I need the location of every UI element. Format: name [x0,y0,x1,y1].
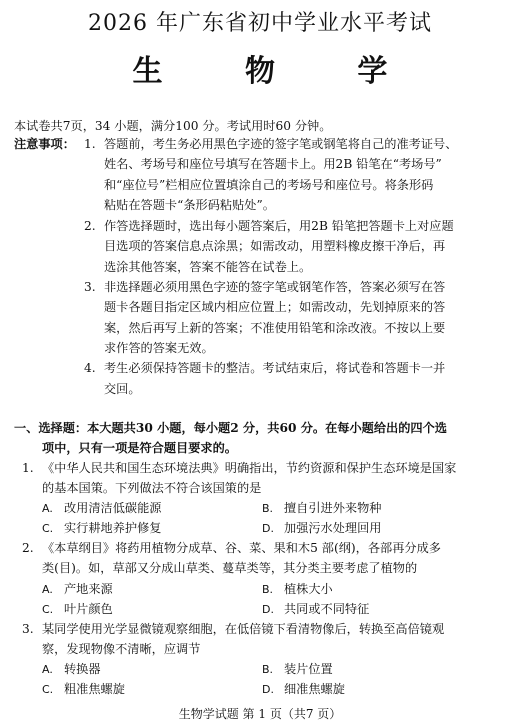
question-stem: 《中华人民共和国生态环境法典》明确指出，节约资源和保护生态环境是国家 [42,461,457,475]
option-a [42,499,162,518]
note-line: 粘贴在答题卡“条形码粘贴处”。 [104,198,275,212]
note-line: 选涂其他答案，答案不能答在试卷上。 [104,260,312,274]
page-footer: 生物学试题 第 1 页（共7 页） [178,707,342,721]
section-heading: 一、选择题：本大题共30 小题，每小题2 分，共60 分。在每小题给出的四个选 [14,421,447,435]
option-letter: C. [42,522,54,535]
note-line: 姓名、考场号和座位号填写在答题卡上。用2B 铅笔在“考场号” [104,157,442,171]
option-text: 转换器 [64,662,101,676]
note-line: 交回。 [104,382,141,396]
note-line: 案，然后再写上新的答案；不准使用铅笔和涂改液。不按以上要 [104,321,446,335]
option-a [42,660,101,679]
question-stem: 的基本国策。下列做法不符合该国策的是 [42,481,262,495]
note-line: 非选择题必须用黑色字迹的签字笔或钢笔作答，答案必须写在答 [104,280,446,294]
question-stem: 类(目)。如，草部又分成山草类、蔓草类等，其分类主要考虑了植物的 [42,561,418,575]
option-letter: B. [262,663,274,676]
question-stem: 察，发现物像不清晰，应调节 [42,642,201,656]
option-c [42,680,125,699]
note-number: 1. [84,137,96,151]
note-line: 求作答的答案无效。 [104,341,214,355]
note-line: 作答选择题时，选出每小题答案后，用2B 铅笔把答题卡上对应题 [104,219,454,233]
option-text: 粗准焦螺旋 [64,682,125,696]
option-letter: A. [42,583,53,596]
question-number: 3. [22,622,34,636]
option-text: 叶片颜色 [64,602,113,616]
option-b [262,580,333,599]
notes-label: 注意事项： [14,137,75,151]
option-text: 实行耕地养护修复 [64,521,162,535]
option-c [42,600,113,619]
option-c [42,519,162,538]
option-letter: D. [262,683,274,696]
question-stem: 某同学使用光学显微镜观察细胞，在低倍镜下看清物像后，转换至高倍镜观 [42,622,445,636]
option-d [262,600,369,619]
option-letter: A. [42,663,53,676]
note-number: 4. [84,361,96,375]
note-line: 目选项的答案信息点涂黑；如需改动，用塑料橡皮擦干净后，再 [104,239,446,253]
option-text: 擅自引进外来物种 [284,501,382,515]
option-text: 改用清洁低碳能源 [64,501,162,515]
note-line: 题卡各题目指定区域内相应位置上；如需改动，先划掉原来的答 [104,300,446,314]
exam-intro: 本试卷共7页，34 小题，满分100 分。考试用时60 分钟。 [14,119,332,133]
option-letter: D. [262,603,274,616]
option-letter: B. [262,502,274,515]
option-a [42,580,113,599]
note-line: 和“座位号”栏相应位置填涂自己的考场号和座位号。将条形码 [104,178,434,192]
note-number: 2. [84,219,96,233]
option-letter: B. [262,583,274,596]
note-number: 3. [84,280,96,294]
option-text: 加强污水处理回用 [284,521,382,535]
option-text: 装片位置 [284,662,333,676]
option-letter: C. [42,683,54,696]
option-letter: A. [42,502,53,515]
note-line: 答题前，考生务必用黑色字迹的签字笔或钢笔将自己的准考证号、 [104,137,458,151]
exam-title: 2026 年广东省初中学业水平考试 [88,11,432,36]
option-d [262,680,345,699]
option-letter: D. [262,522,274,535]
question-number: 2. [22,541,34,555]
option-text: 产地来源 [64,582,113,596]
note-line: 考生必须保持答题卡的整洁。考试结束后，将试卷和答题卡一并 [104,361,446,375]
option-text: 植株大小 [284,582,333,596]
question-number: 1. [22,461,34,475]
option-text: 细准焦螺旋 [284,682,345,696]
section-heading-cont: 项中，只有一项是符合题目要求的。 [42,441,237,455]
option-b [262,499,382,518]
option-letter: C. [42,603,54,616]
option-b [262,660,333,679]
option-d [262,519,382,538]
subject-title: 生 物 学 [132,54,424,89]
option-text: 共同或不同特征 [284,602,370,616]
question-stem: 《本草纲目》将药用植物分成草、谷、菜、果和木5 部(纲)，各部再分成多 [42,541,441,555]
